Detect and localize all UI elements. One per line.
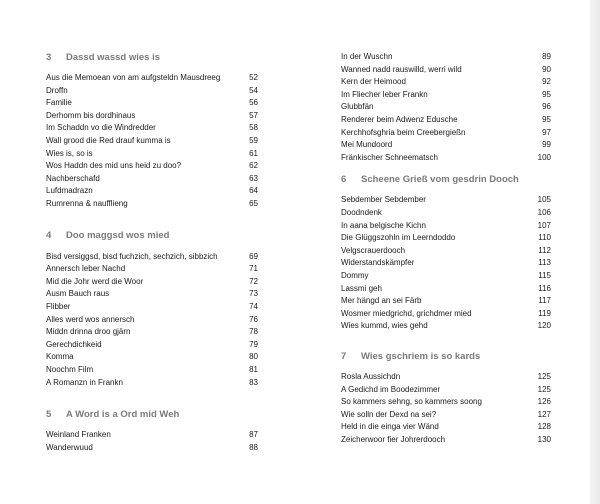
entry-title: Noochm Film — [46, 365, 94, 374]
toc-entry[interactable] — [46, 185, 258, 196]
entry-page-number: 125 — [537, 372, 551, 381]
page-edge — [590, 0, 600, 504]
entry-page-number: 110 — [538, 233, 551, 243]
entry-title: Die Glüggszohln im Leerndoddo — [341, 233, 456, 243]
toc-entry[interactable] — [46, 85, 258, 96]
entry-page-number: 112 — [538, 245, 551, 255]
entry-page-number: 79 — [249, 339, 258, 349]
entry-title: Mer hängd an sei Färb — [341, 296, 422, 306]
entry-page-number: 120 — [537, 321, 551, 331]
entry-title: So kammers sehng, so kammers soong — [341, 397, 482, 407]
entry-page-number: 81 — [249, 365, 258, 374]
toc-entry[interactable] — [341, 384, 551, 395]
section-title: Scheene Grieß vom gesdrin Dooch — [361, 173, 519, 185]
section-number: 4 — [46, 230, 52, 242]
toc-entry[interactable] — [341, 101, 551, 112]
section-title: Doo maggsd wos mied — [66, 230, 170, 242]
entry-title: Renderer beim Adwenz Edusche — [341, 115, 458, 124]
toc-entry[interactable] — [46, 263, 258, 274]
toc-entry[interactable] — [46, 122, 258, 133]
entry-title: Wall grood die Red drauf kumma is — [46, 136, 171, 145]
toc-entry[interactable] — [46, 160, 258, 171]
toc-entry[interactable] — [341, 51, 551, 62]
section-heading — [46, 50, 258, 64]
entry-title: Im Fliecher leber Frankn — [341, 89, 428, 99]
toc-entry[interactable] — [46, 110, 258, 121]
entry-page-number: 54 — [249, 85, 258, 95]
toc-entry[interactable] — [341, 232, 551, 243]
entry-page-number: 64 — [249, 186, 258, 196]
entry-title: Wies is, so is — [46, 148, 93, 158]
entry-title: In aana belgische Kichn — [341, 220, 426, 230]
entry-page-number: 97 — [542, 127, 551, 137]
entry-page-number: 89 — [542, 52, 551, 61]
entry-title: Komma — [46, 352, 74, 362]
toc-entry[interactable] — [46, 377, 258, 388]
toc-entry[interactable] — [46, 148, 258, 159]
toc-entry[interactable] — [341, 89, 551, 100]
toc-entry[interactable] — [46, 288, 258, 299]
entry-title: Ausm Bauch raus — [46, 289, 110, 299]
entry-page-number: 52 — [249, 73, 258, 82]
entry-page-number: 105 — [537, 195, 551, 205]
entry-page-number: 80 — [249, 352, 258, 362]
entry-page-number: 107 — [537, 220, 551, 230]
toc-entry[interactable] — [46, 276, 258, 287]
toc-entry[interactable] — [341, 127, 551, 138]
entry-page-number: 62 — [249, 161, 258, 171]
entry-title: Aus die Memoean von am aufgsteldn Mausdreeg — [46, 73, 221, 82]
entry-title: Annersch leber Nachd — [46, 264, 126, 274]
entry-page-number: 58 — [249, 123, 258, 133]
entry-title: Kern der Heimood — [341, 77, 406, 87]
entry-title: Wos Haddn des mid uns heid zu doo? — [46, 161, 182, 171]
toc-entry[interactable] — [46, 251, 258, 262]
toc-entry[interactable] — [341, 371, 551, 382]
entry-title: Familie — [46, 98, 72, 108]
toc-entry[interactable] — [46, 364, 258, 375]
entry-title: Im Schaddn vo die Windredder — [46, 123, 156, 133]
toc-entry[interactable] — [341, 245, 551, 256]
entry-page-number: 116 — [538, 283, 551, 293]
section-heading — [341, 172, 551, 186]
entry-title: Wies kummd, wies gehd — [341, 321, 428, 331]
toc-entry[interactable] — [341, 64, 551, 75]
toc-entry[interactable] — [341, 139, 551, 150]
toc-entry[interactable] — [341, 76, 551, 87]
toc-entry[interactable] — [46, 97, 258, 108]
entry-title: Alles werd wos annersch — [46, 314, 135, 324]
entry-title: Wosmer miedgrichd, grichdmer mied — [341, 308, 472, 318]
entry-page-number: 87 — [249, 430, 258, 440]
toc-entry[interactable] — [341, 295, 551, 306]
section-number: 3 — [46, 51, 52, 63]
entry-title: Mid die Johr werd die Woor — [46, 276, 144, 286]
entry-page-number: 106 — [537, 208, 551, 217]
entry-page-number: 71 — [249, 264, 258, 274]
entry-title: Fränkischer Schneematsch — [341, 152, 438, 162]
section-heading — [341, 349, 551, 363]
entry-page-number: 130 — [537, 435, 551, 444]
entry-title: Dommy — [341, 271, 369, 280]
entry-title: Weinland Franken — [46, 430, 111, 440]
toc-entry[interactable] — [341, 421, 551, 432]
toc-entry[interactable] — [46, 173, 258, 184]
toc-entry[interactable] — [341, 320, 551, 331]
entry-title: Kerchhofsghria beim Creebergießn — [341, 127, 466, 137]
entry-page-number: 78 — [249, 327, 258, 337]
entry-title: Derhomm bis dordhinaus — [46, 110, 136, 120]
section-title: Wies gschriem is so kards — [361, 350, 481, 362]
toc-entry[interactable] — [341, 434, 551, 445]
toc-entry[interactable] — [341, 396, 551, 407]
entry-page-number: 95 — [542, 115, 551, 124]
entry-page-number: 117 — [538, 296, 551, 306]
entry-title: Rosla Aussichdn — [341, 372, 401, 381]
toc-entry[interactable] — [341, 220, 551, 231]
entry-page-number: 83 — [249, 377, 258, 387]
entry-title: In der Wuschn — [341, 52, 393, 61]
section-heading — [46, 407, 258, 421]
entry-title: Wanderwuud — [46, 442, 93, 452]
entry-title: Widerstandskämpfer — [341, 258, 415, 268]
entry-page-number: 61 — [249, 148, 258, 158]
entry-page-number: 113 — [538, 258, 551, 268]
toc-entry[interactable] — [46, 314, 258, 325]
entry-page-number: 96 — [542, 102, 551, 112]
entry-page-number: 74 — [249, 302, 258, 311]
entry-page-number: 115 — [538, 271, 551, 280]
toc-entry[interactable] — [46, 135, 258, 146]
entry-title: A Romanzn in Frankn — [46, 377, 123, 387]
entry-title: Mei Mundoord — [341, 140, 393, 150]
entry-page-number: 90 — [542, 64, 551, 74]
entry-page-number: 65 — [249, 199, 258, 208]
entry-title: Sebdember Sebdember — [341, 195, 426, 205]
toc-entry[interactable] — [46, 198, 258, 209]
entry-title: Glubbfän — [341, 102, 374, 112]
entry-title: Wanned nadd rauswilld, werri wild — [341, 64, 462, 74]
section-title: Dassd wassd wies is — [66, 51, 160, 63]
entry-page-number: 125 — [537, 384, 551, 394]
entry-title: Zeicherwoor fier Johrerdooch — [341, 435, 446, 444]
toc-entry[interactable] — [46, 351, 258, 362]
entry-title: Flibber — [46, 302, 71, 311]
entry-page-number: 92 — [542, 77, 551, 87]
toc-entry[interactable] — [46, 442, 258, 453]
toc-entry[interactable] — [46, 301, 258, 312]
entry-page-number: 57 — [249, 110, 258, 120]
section-title: A Word is a Ord mid Weh — [66, 408, 180, 420]
entry-title: Lassmi geh — [341, 283, 382, 293]
toc-entry[interactable] — [341, 114, 551, 125]
toc-entry[interactable] — [46, 339, 258, 350]
toc-entry[interactable] — [341, 409, 551, 420]
toc-entry[interactable] — [341, 194, 551, 205]
entry-page-number: 72 — [249, 276, 258, 286]
toc-entry[interactable] — [46, 72, 258, 83]
toc-entry[interactable] — [341, 207, 551, 218]
entry-title: Lufdmadrazn — [46, 186, 93, 196]
entry-page-number: 59 — [249, 136, 258, 145]
entry-page-number: 127 — [537, 409, 551, 419]
entry-page-number: 99 — [542, 140, 551, 150]
entry-title: A Gedichd im Boodezimmer — [341, 384, 441, 394]
entry-title: Gerechdichkeid — [46, 339, 102, 349]
section-number: 5 — [46, 408, 52, 420]
section-number: 6 — [341, 173, 347, 185]
entry-page-number: 56 — [249, 98, 258, 108]
entry-page-number: 76 — [249, 314, 258, 324]
toc-entry[interactable] — [341, 152, 551, 163]
entry-title: Velgscrauerdooch — [341, 245, 406, 255]
toc-entry[interactable] — [341, 270, 551, 281]
toc-entry[interactable] — [341, 283, 551, 294]
entry-page-number: 69 — [249, 251, 258, 261]
entry-title: Wie solln der Dexd na sei? — [341, 409, 437, 419]
entry-page-number: 88 — [249, 442, 258, 452]
section-heading — [46, 229, 258, 243]
entry-page-number: 63 — [249, 173, 258, 183]
toc-entry[interactable] — [46, 326, 258, 337]
toc-entry[interactable] — [46, 429, 258, 440]
entry-title: Bisd versiggsd, bisd fuchzich, sechzich, sibbzich — [46, 251, 218, 261]
entry-page-number: 100 — [537, 152, 551, 162]
entry-page-number: 128 — [537, 422, 551, 432]
toc-entry[interactable] — [341, 308, 551, 319]
section-number: 7 — [341, 350, 347, 362]
entry-page-number: 126 — [537, 397, 551, 407]
entry-page-number: 119 — [538, 308, 551, 318]
entry-page-number: 95 — [542, 89, 551, 99]
entry-title: Droffn — [46, 85, 68, 95]
toc-entry[interactable] — [341, 257, 551, 268]
entry-title: Middn drinna droo gjärn — [46, 327, 131, 337]
entry-title: Held in die einga vier Wänd — [341, 422, 439, 432]
entry-title: Doodndenk — [341, 208, 382, 217]
entry-title: Rumrenna & naufflieng — [46, 199, 128, 208]
entry-title: Nachberschafd — [46, 173, 100, 183]
entry-page-number: 73 — [249, 289, 258, 299]
